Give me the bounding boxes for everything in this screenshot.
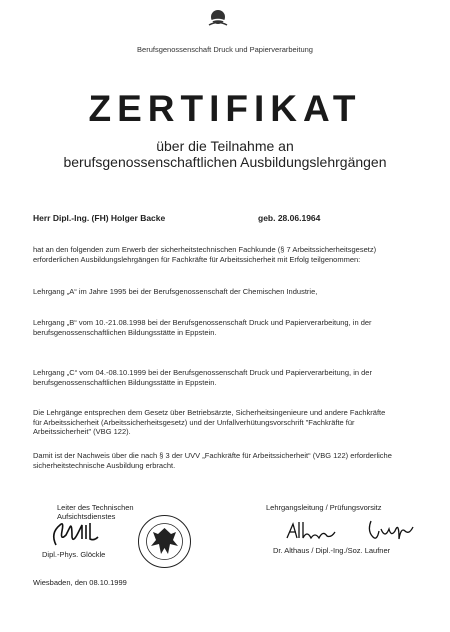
subtitle-line-2: berufsgenossenschaftlichen Ausbildungslehrgängen: [63, 154, 387, 170]
right-signature-label: Lehrgangsleitung / Prüfungsvorsitz: [266, 503, 382, 512]
recipient-birthdate: geb. 28.06.1964: [258, 213, 321, 223]
laufner-signature-icon: [365, 517, 415, 544]
logo-icon: [207, 8, 229, 28]
conclusion-paragraph: Damit ist der Nachweis über die nach § 3 der UVV „Fachkräfte für Arbeitssicherheit“ (VBG 122) erforderliche sicherheitstechnische Ausbildung erbracht.: [33, 451, 392, 470]
intro-paragraph: hat an den folgenden zum Erwerb der sicherheitstechnischen Fachkunde (§ 7 Arbeitssicherheitsgesetz) erforderlichen Ausbildungslehrgängen für Fachkräfte für Arbeitssicherheit mit Erfolg teilgenommen:: [33, 245, 377, 264]
althaus-signature-icon: [283, 518, 338, 543]
seal-icon: [137, 514, 192, 569]
course-b-paragraph: Lehrgang „B“ vom 10.-21.08.1998 bei der Berufsgenossenschaft Druck und Papierverarbeitung, in der berufsgenossenschaftlichen Bildungsstätte in Eppstein.: [33, 318, 372, 337]
place-and-date: Wiesbaden, den 08.10.1999: [33, 578, 127, 587]
organization-name: Berufsgenossenschaft Druck und Papierverarbeitung: [137, 45, 313, 54]
subtitle-line-1: über die Teilnahme an: [156, 138, 294, 154]
recipient-name: Herr Dipl.-Ing. (FH) Holger Backe: [33, 213, 166, 223]
legal-paragraph: Die Lehrgänge entsprechen dem Gesetz über Betriebsärzte, Sicherheitsingenieure und andere Fachkräfte für Arbeitssicherheit (Arbeitssicherheitsgesetz) und der Unfallverhütungsvorschrift "Fachkräfte für Arbeitssicherheit" (VBG 122).: [33, 408, 386, 436]
left-signature-icon: [48, 515, 118, 555]
right-signatory-names: Dr. Althaus / Dipl.-Ing./Soz. Laufner: [273, 546, 391, 555]
left-signature-label: Leiter des Technischen Aufsichtsdienstes: [57, 503, 134, 521]
course-c-paragraph: Lehrgang „C“ vom 04.-08.10.1999 bei der Berufsgenossenschaft Druck und Papierverarbeitung, in der berufsgenossenschaftlichen Bildungsstätte in Eppstein.: [33, 368, 372, 387]
course-a-paragraph: Lehrgang „A“ im Jahre 1995 bei der Berufsgenossenschaft der Chemischen Industrie,: [33, 287, 318, 296]
left-signatory-name: Dipl.-Phys. Glöckle: [42, 550, 106, 559]
document-title: ZERTIFIKAT: [88, 88, 362, 129]
